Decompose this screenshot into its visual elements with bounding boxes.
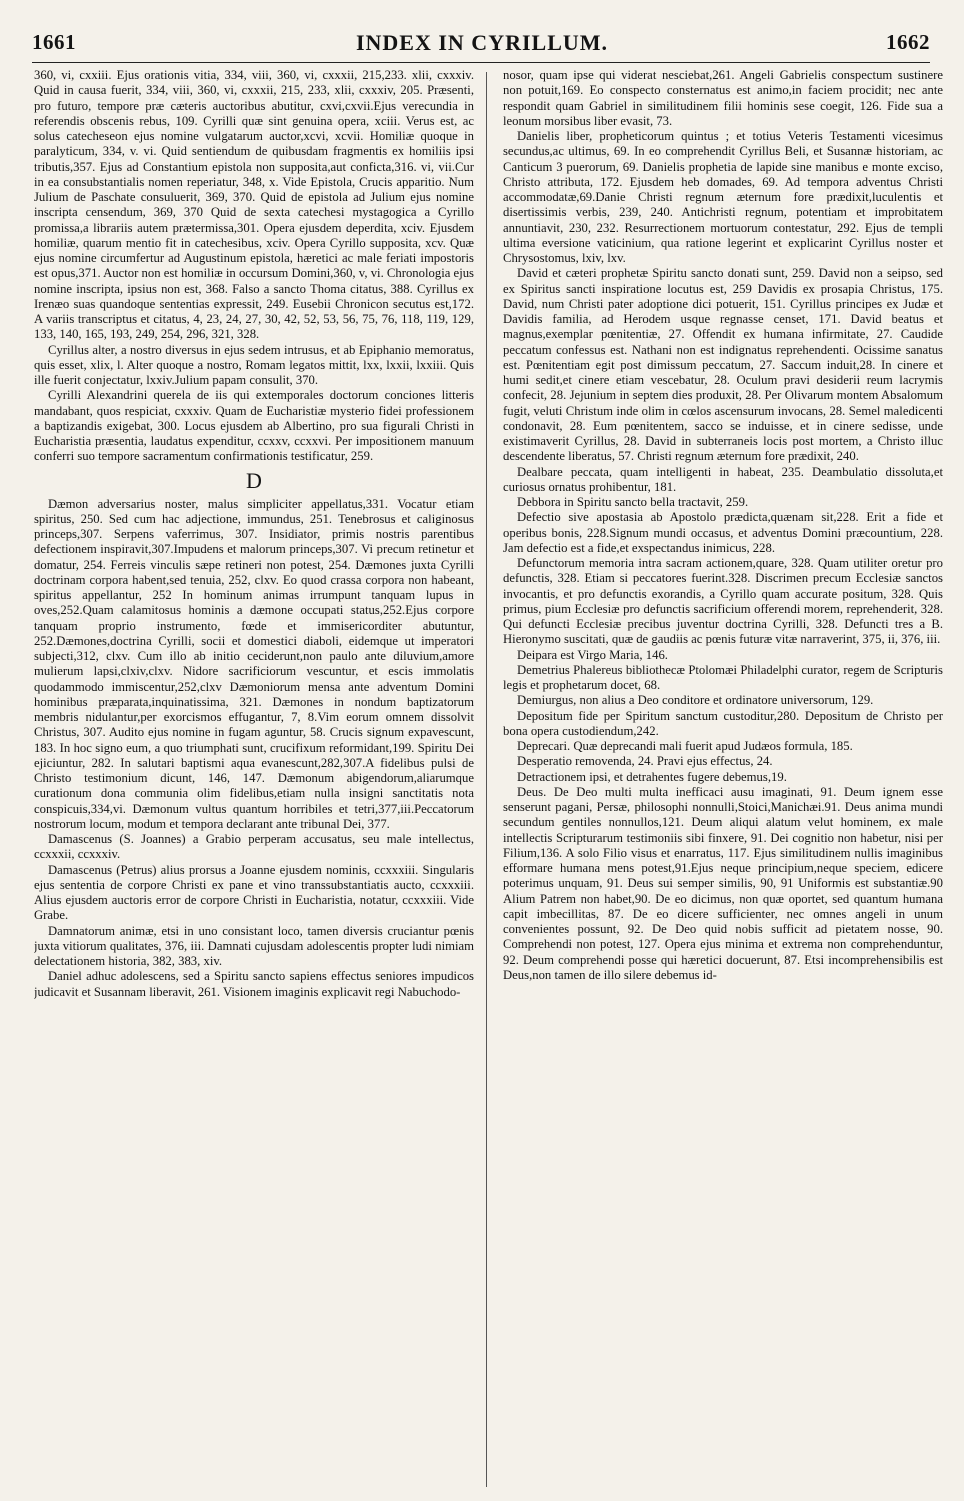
index-entry: Debbora in Spiritu sancto bella tractavit, 259.: [517, 495, 749, 509]
column-divider: [486, 72, 487, 1487]
index-entry: Detractionem ipsi, et detrahentes fugere debemus,19.: [517, 769, 787, 784]
index-entry: Demiurgus, non alius a Deo conditore et ordinatore universorum, 129.: [517, 693, 874, 708]
index-entry: Desperatio removenda, 24. Pravi ejus effectus, 24.: [517, 754, 773, 769]
index-entry: Defectio sive apostasia ab Apostolo prædicta,quænam sit,228. Erit a fide et operibus bonis, 228.Signum mundi occasus, et adventus Domini præcountium, 228. Jam defectio est a fide,et exspectandus inimicus, 228.: [503, 510, 943, 555]
index-entry: Dealbare peccata, quam intelligenti in habeat, 235. Deambulatio dissoluta,et curiosus ornatus prohibentur, 181.: [503, 464, 943, 494]
page-number-right: 1662: [886, 30, 930, 54]
index-entry: Deus. De Deo multi multa inefficaci ausu imaginati, 91. Deum ignem esse senserunt pagani, Persæ, philosophi nonnulli,Stoici,Manichæi.91. Deus anima mundi secundum gentiles nonnullos,121. Deum aliqui alatum velut hominem, ex male intellectis Scripturarum testimoniis sibi finxere, 91. Dei cognitio non habetur, nisi per Filium,136. A solo Filio visus et enarratus, 117. Ejus similitudinem nullis imaginibus efformare humana mens potest,91.Ejus neque principium,neque speciem, edicere poterimus unquam, 91. Deus sui semper similis, 90, 91 Uniformis est substantiæ.90 Alium Patrem non habet,90. De eo dicimus, non quæ oportet, sed quantum humana capit imbecillitas, 87. De eo dicere sufficienter, nec omnes angeli in unum convenientes possunt, 92. De Deo quid nobis sufficit ad pietatem nosse, 90. Comprehendi non potest, 127. Opera ejus minima et extrema non comprehenduntur, 92. Deum comprehendi posse qui hæretici docuerunt, 87. Etsi incomprehensibilis est Deus,non tamen de illo silere debemus id-: [503, 784, 943, 982]
right-column: [503, 68, 943, 1490]
index-entry: nosor, quam ipse qui viderat nesciebat,261. Angeli Gabrielis conspectum sustinere non potuit,169. Eo conspecto consternatus est animo,in faciem procidit; nec ante respondit quam Gabriel in similitudinem filii hominis sese coegit, 126. Fide sua a leonum morsibus liber evasit, 73.: [503, 68, 943, 128]
index-entry: Defunctorum memoria intra sacram actionem,quare, 328. Quam utiliter oretur pro defunctis, 328. Etiam si peccatores fuerint.328. Discrimen precum Ecclesiæ sanctos invocantis, et pro defunctis exorandis, a Cyrillo quam accurate positum, 328. Quis primus, pium Ecclesiæ pro defunctis sacrificium offerendi morem, reprehenderit, 328. Qui defuncti Ecclesiæ precibus juventur doctrina Cyrilli, 328. Defuncti tres a B. Hieronymo suscitati, quæ de gaudiis ac pœnis futuræ vitæ narraverint, 375, ii, 376, iii.: [503, 556, 943, 647]
index-entry: Danielis liber, propheticorum quintus ; et totius Veteris Testamenti vicesimus secundus,ac ultimus, 69. In eo comprehendit Cyrillus Beli, et Susannæ historiam, ac Canticum 3 puerorum, 69. Danielis prophetia de lapide sine manibus e monte exciso, Christo attributa, 172. Ejusdem heb domades, 69. Ad tempora adventus Christi accommodatæ,69.Danie Christi regnum æternum fore prædixit,luculentis et disertissimis verbis, 239, 240. Antichristi regnum, potentiam et improbitatem annuntiavit, 230, 232. Resurrectionem mortuorum contestatur, 292. Ejus de templi ultima eversione vaticinium, qua ratione legerint et explicarint Cyrillus noster et Chrysostomus, lxiv, lxv.: [503, 129, 943, 265]
page-number-left: 1661: [32, 30, 76, 54]
index-entry: Dæmon adversarius noster, malus simpliciter appellatus,331. Vocatur etiam spiritus, 250. Sed cum hac adjectione, immundus, 251. Tenebrosus et caliginosus princeps,307. Serpens vaferrimus, 307. Insidiator, primis nostris parentibus defectionem inspiravit,307.Impudens et malorum princeps,307. Vi precum retinetur et domatur, 254. Ferreis vinculis sæpe retineri non potest, 254. Dæmones juxta Cyrilli doctrinam corpora habent,sed tenuia, 252, clxv. Eo quod crassa corpora non habeant, spiritus appellantur, 252 In hominum animas irrumpunt tanquam lupus in oves,252.Quam calamitosus hominis a dæmone occupati status,252.Ejus corpore tanquam proprio instrumento, fœde et immisericorditer abutuntur, 252.Dæmones,doctrina Cyrilli, socii et domestici diaboli, eidemque ut imperatori subjecti,312, clxv. Cum illo ab initio ceciderunt,non paulo ante diluvium,amore mulierum lapsi,clxiv,clxv. Nidore sacrificiorum vescuntur, et escis immolatis quodammodo immiscentur,252,clxv Dæmoniorum mensa ante adventum Domini hominibus præparata,inquinatissima, 321. Dæmones in nondum baptizatorum membris nidulantur,per exorcismos effugantur, 7, 8.Vim eorum omnem dissolvit Christus, 307. Audito ejus nomine in fugam aguntur, 58. Crucis signum expavescunt, 183. In hoc signo eum, a quo triumphati sunt, crucifixum reformidant,199. Spiritu Dei ejiciuntur, 282. In salutari baptismi aqua evanescunt,282,307.A fidelibus pulsi de Christo testimonium dicunt, 146, 147. Dæmonum abigendorum,aliarumque curationum dona communia olim fidelibus,etiam nulla insigni sanctitatis nota conspicuis,334,vi. Dæmonum vultus quantum horribiles et tetri,377,iii.Peccatorum nostrorum locum, modum et tempora declarant ante tribunal Dei, 377.: [34, 496, 474, 831]
index-entry: Deipara est Virgo Maria, 146.: [517, 647, 668, 662]
index-entry: David et cæteri prophetæ Spiritu sancto donati sunt, 259. David non a seipso, sed ex Spiritus sancti inspiratione locutus est, 259 Davidis ex prosapia Christus, 175. David, num Christi pater adoptione dici potuerit, 151. Cyrillus principes ex Judæ et Davidis familia, ad Herodem usque regnasse censet, 171. David beatus et magnus,exemplar pœnitentiæ, 27. Offendit ex humana infirmitate, 27. Caudide peccatum confessus est. Nathani non est indignatus reprehendenti. Ocissime sanatus est. Pœnitentiam egit post dimissum peccatum, 27. Saccum induit,28. In cinere et humi sedit,et cinere etiam vescebatur, 28. Oculum pravi desiderii reum lacrymis confecit, 28. Jejunium in septem dies produxit, 28. Per Olivarum montem Absalomum fugit, veluti Christum inde olim in cœlos ascensurum invocans, 28. Semel maledicenti condonavit, 28. Eum pœnitentem, sacco se induisse, et in cinere sedisse, unde existimaverit Cyrillus, 28. David in subterraneis locis post mortem, a Christo illuc descendente liberatus, 57. Christi regnum æternum fore prædixit, 240.: [503, 266, 943, 464]
section-letter: D: [246, 467, 262, 493]
index-entry: Deprecari. Quæ deprecandi mali fuerit apud Judæos formula, 185.: [517, 739, 853, 753]
index-entry: Cyrilli Alexandrini querela de iis qui extemporales doctorum conciones litteris mandabant, quos respiciat, cxxxiv. Quam de Eucharistiæ mysterio fidei professionem a baptizandis exigebat, 300. Locus ejusdem ab Albertino, pro sua figurali Christi in Eucharistia præsentia, laudatus expenditur, ccxxv, ccxxvi. Per impositionem manuum conferri suo tempore sacramentum confirmationis testificatur, 259.: [34, 388, 474, 464]
index-entry: Daniel adhuc adolescens, sed a Spiritu sancto sapiens effectus seniores impudicos judicavit et Susannam liberavit, 261. Visionem imaginis explicavit regi Nabuchodo-: [34, 969, 474, 999]
page-header: [0, 30, 964, 60]
index-entry: Damnatorum animæ, etsi in uno consistant loco, tamen diversis cruciantur pœnis juxta vitiorum qualitates, 376, iii. Damnati cujusdam adolescentis propter ludi nimiam delectationem historia, 382, 383, xiv.: [34, 923, 474, 968]
index-entry: Demetrius Phalereus bibliothecæ Ptolomæi Philadelphi curator, regem de Scripturis legis et prophetarum docet, 68.: [503, 662, 943, 692]
page-title: INDEX IN CYRILLUM.: [355, 30, 609, 55]
index-entry: Depositum fide per Spiritum sanctum custoditur,280. Depositum de Christo per bona opera custodiendum,242.: [503, 708, 943, 738]
index-entry: 360, vi, cxxiii. Ejus orationis vitia, 334, viii, 360, vi, cxxxii, 215,233. xlii, cxxxiv. Quid in causa fuerit, 334, viii, 360, vi, cxxxii, 215, 233, xlii, cxxxiv, 205. Præsenti, pro futuro, tempore præ cæteris auctoribus abutitur, cxvi,cxvii.Ejus verecundia in referendis obscenis rebus, 109. Cyrilli quæ sint genuina opera, xciii. Verus est, ac solus catecheseon ejus nomine vulgatarum auctor,xcvi, xcvii. Homiliæ quoque in paralyticum, 334, v. vi. Quid sentiendum de quibusdam fragmentis ex homiliis ipsi tributis,357. Ejus ad Constantium epistola non supposita,aut conficta,316. vi, vii.Cur in ea consubstantialis nomen reperiatur, 348, x. Vide Epistola, Crucis apparitio. Num Julium de Paschate consuluerit, 369, 370. Quid de epistola ad Julium ejus nomine inscripta censendum, 369, 370 Quid de sexta catechesi mystagogica a Cyrillo promissa,a librariis autem prætermissa,301. Opera ejusdem deperdita, xciv. Ejusdem homiliæ, quarum mentio fit in catechesibus, xciv. Opera Cyrillo supposita, xcv. Quæ ejus nomine circumfertur ad Augustinum epistola, hæretici ac male feriati impostoris est opus,371. Auctor non est homiliæ in occursum Domini,360, v, vi. Chronologia ejus nomine inscripta, ipsius non est, 368. Falso a sancto Thoma citatus, 388. Cyrillus ex Irenæo suas quandoque sententias expressit, 249. Eusebii Chronicon secutus est,172. A variis transcriptus et citatus, 4, 23, 24, 27, 30, 42, 52, 53, 56, 75, 76, 118, 119, 129, 133, 140, 165, 193, 249, 254, 296, 321, 328.: [34, 68, 474, 342]
left-column: [34, 68, 474, 1490]
index-entry: Damascenus (Petrus) alius prorsus a Joanne ejusdem nominis, ccxxxiii. Singularis ejus sententia de corpore Christi ex pane et vino transsubstantiatis aucto, ccxxxiii. Alius ejusdem auctoris error de corpore Christi in Eucharistia, notatur, ccxxxiii. Vide Grabe.: [34, 862, 474, 923]
header-rule: [32, 62, 930, 63]
index-entry: Cyrillus alter, a nostro diversus in ejus sedem intrusus, et ab Epiphanio memoratus, quis esset, xlix, l. Alter quoque a nostro, Romam legatos mittit, lxx, lxxii, lxxiii. Quis ille fuerit conjectatur, lxxiv.Julium papam consulit, 370.: [34, 342, 474, 387]
index-entry: Damascenus (S. Joannes) a Grabio perperam accusatus, seu male intellectus, ccxxxii, ccxxxiv.: [34, 832, 474, 862]
